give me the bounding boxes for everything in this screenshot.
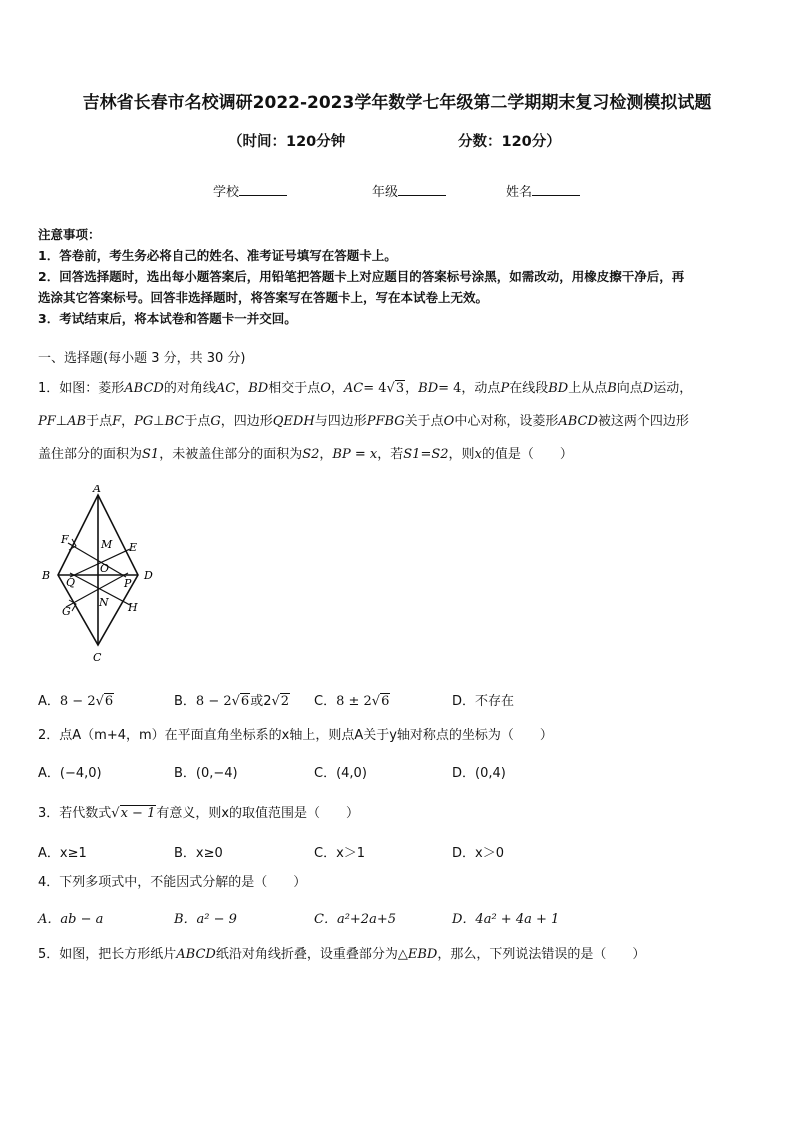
label-C: C	[93, 651, 102, 664]
q1-text-segment: PG	[134, 414, 154, 429]
q1-text-segment: G	[210, 414, 221, 429]
q1-line-2	[38, 405, 760, 438]
q3-options	[38, 842, 760, 862]
q1-text-segment: ，	[319, 447, 333, 462]
q1-text-segment: ，四边形	[220, 414, 273, 429]
q1-text-segment: x	[474, 447, 482, 462]
q1-text-segment: 中心对称，设菱形	[454, 414, 559, 429]
school-blank[interactable]	[239, 183, 287, 196]
q2-option-b[interactable]: B．(0,−4)	[174, 766, 238, 781]
question-1	[38, 372, 760, 471]
q1-text-segment: AB	[67, 414, 87, 429]
q1-text-segment: F	[112, 414, 122, 429]
q3-option-d[interactable]: D．x＞0	[452, 846, 504, 861]
exam-title: 吉林省长春市名校调研2022-2023学年数学七年级第二学期期末复习检测模拟试题	[82, 93, 712, 113]
grade-blank[interactable]	[398, 183, 446, 196]
rhombus-figure	[36, 485, 166, 665]
q3-option-b[interactable]: B．x≥0	[174, 846, 223, 861]
q1-line-3	[38, 438, 760, 471]
name-label: 姓名	[506, 185, 533, 200]
school-field	[213, 181, 287, 200]
q1-text-segment: BC	[164, 414, 185, 429]
q4-option-a[interactable]: A．ab − a	[38, 912, 104, 927]
q1-text-segment: O	[443, 414, 455, 429]
q1-option-a[interactable]: A．8 − 2√6	[38, 694, 114, 709]
exam-time: （时间：120分钟	[228, 134, 346, 150]
q1-text-segment: ⊥	[153, 414, 165, 429]
q1-text-segment: ，	[121, 414, 135, 429]
note-item: 3．考试结束后，将本试卷和答题卡一并交回。	[38, 311, 297, 326]
question-4: 4．下列多项式中，不能因式分解的是（ ）	[38, 875, 307, 890]
q4-options	[38, 908, 760, 928]
label-O: O	[100, 562, 110, 575]
section-heading: 一、选择题(每小题 3 分，共 30 分)	[38, 351, 246, 366]
label-P: P	[124, 577, 132, 590]
q2-option-a[interactable]: A．(−4,0)	[38, 766, 102, 781]
q1-line-1: 1．如图：菱形ABCD的对角线AC，BD相交于点O，AC= 4√3，BD= 4，动点P在线段BD上从点B向点D运动，	[38, 381, 693, 396]
name-field	[506, 181, 580, 200]
q1-text-segment: 与四边形	[314, 414, 367, 429]
label-B: B	[42, 569, 51, 582]
note-item: 2．回答选择题时，选出每小题答案后，用铅笔把答题卡上对应题目的答案标号涂黑，如需改动，用橡皮擦干净后，再	[38, 269, 685, 284]
q1-text-segment: =	[350, 447, 370, 462]
q4-option-c[interactable]: C．a²+2a+5	[314, 912, 396, 927]
q1-text-segment: 关于点	[404, 414, 444, 429]
name-blank[interactable]	[532, 183, 580, 196]
q1-text-segment: 盖住部分的面积为	[38, 447, 143, 462]
label-E: E	[129, 541, 138, 554]
notes-heading: 注意事项：	[38, 227, 101, 242]
notes-block	[38, 224, 760, 329]
label-M: M	[101, 538, 113, 551]
q1-text-segment: S1	[142, 447, 160, 462]
q4-option-b[interactable]: B．a² − 9	[174, 912, 237, 927]
q1-option-d[interactable]: D．不存在	[452, 694, 515, 709]
q1-option-c[interactable]: C．8 ± 2√6	[314, 694, 390, 709]
label-Q: Q	[66, 576, 76, 589]
q1-text-segment: x	[369, 447, 378, 462]
label-F: F	[61, 533, 69, 546]
q1-text-segment: QEDH	[272, 414, 315, 429]
label-H: H	[128, 601, 138, 614]
grade-label: 年级	[372, 185, 399, 200]
label-D: D	[144, 569, 153, 582]
q1-text-segment: ，若	[377, 447, 404, 462]
exam-score: 分数：120分）	[458, 134, 561, 150]
label-N: N	[99, 596, 109, 609]
note-item: 1．答卷前，考生务必将自己的姓名、准考证号填写在答题卡上。	[38, 248, 397, 263]
q1-text-segment: ⊥	[55, 414, 68, 429]
q1-text-segment: ，未被盖住部分的面积为	[159, 447, 303, 462]
q1-text-segment: 的值是（ ）	[481, 447, 573, 462]
q1-text-segment: 被这两个四边形	[597, 414, 689, 429]
q1-text-segment: ，则	[448, 447, 475, 462]
q3-option-a[interactable]: A．x≥1	[38, 846, 87, 861]
q2-options	[38, 762, 760, 782]
q2-option-d[interactable]: D．(0,4)	[452, 766, 506, 781]
grade-field	[372, 181, 446, 200]
q3-option-c[interactable]: C．x＞1	[314, 846, 366, 861]
q1-text-segment: PFBG	[366, 414, 405, 429]
q1-text-segment: ABCD	[558, 414, 598, 429]
q1-text-segment: 于点	[86, 414, 113, 429]
question-2: 2．点A（m+4，m）在平面直角坐标系的x轴上，则点A关于y轴对称点的坐标为（ ）	[38, 728, 553, 743]
q2-option-c[interactable]: C．(4,0)	[314, 766, 367, 781]
q1-text-segment: S1=S2	[403, 447, 449, 462]
label-G: G	[62, 605, 71, 618]
q1-text-segment: 于点	[184, 414, 211, 429]
q1-text-segment: S2	[302, 447, 320, 462]
q1-text-segment: BP	[332, 447, 351, 462]
school-label: 学校	[213, 185, 240, 200]
note-item: 选涂其它答案标号。回答非选择题时，将答案写在答题卡上，写在本试卷上无效。	[38, 290, 489, 305]
question-5: 5．如图，把长方形纸片ABCD纸沿对角线折叠，设重叠部分为△EBD，那么，下列说法错误的是（ ）	[38, 947, 646, 962]
q1-text-segment: PF	[38, 414, 56, 429]
question-3: 3．若代数式√x − 1有意义，则x的取值范围是（ ）	[38, 806, 360, 821]
q4-option-d[interactable]: D．4a² + 4a + 1	[452, 912, 560, 927]
q1-option-b[interactable]: B．8 − 2√6或2√2	[174, 694, 290, 709]
label-A: A	[93, 485, 101, 495]
q1-options	[38, 690, 760, 710]
